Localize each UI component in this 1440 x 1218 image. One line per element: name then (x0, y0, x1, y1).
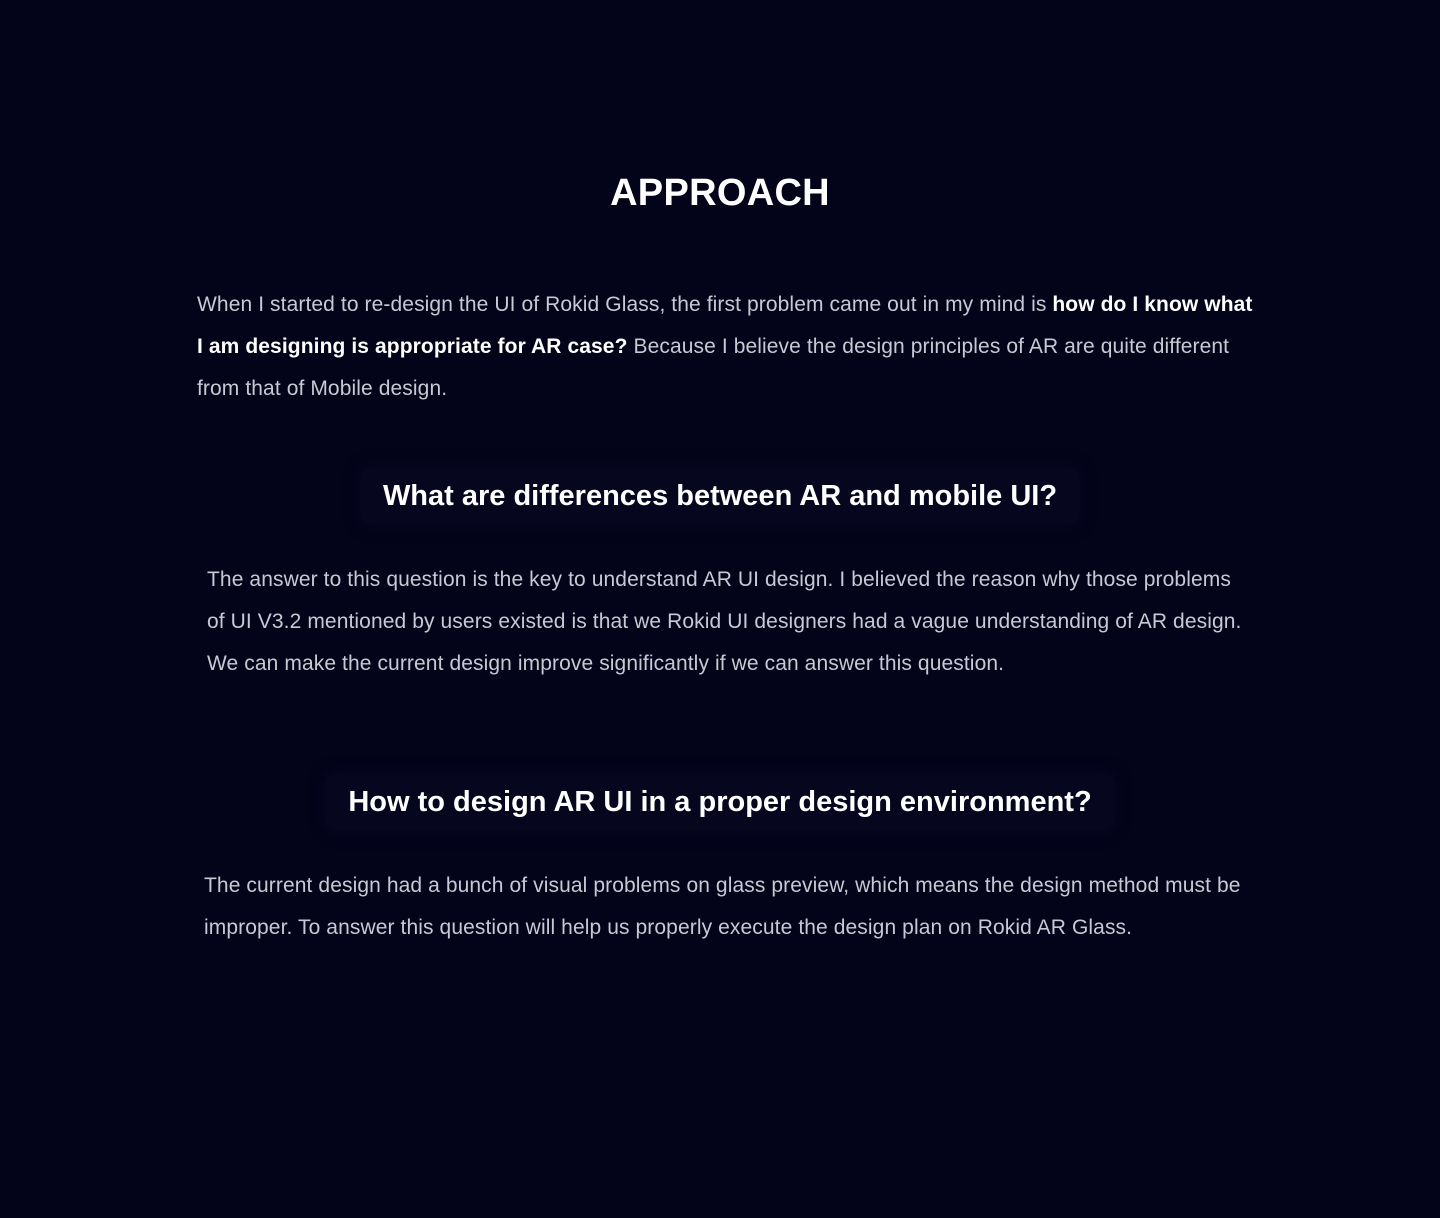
intro-paragraph (197, 284, 1257, 410)
question-heading-2-text: How to design AR UI in a proper design environment? (326, 774, 1113, 830)
question-heading-2 (0, 774, 1440, 830)
question-heading-1-text: What are differences between AR and mobile UI? (361, 468, 1079, 524)
intro-text-part2: Because I believe the design principles of AR are quite different from that of Mobile design. (197, 335, 1230, 400)
question-heading-1 (0, 468, 1440, 524)
section-title: APPROACH (610, 172, 830, 214)
question-body-2: The current design had a bunch of visual problems on glass preview, which means the design method must be improper. To answer this question will help us properly execute the design plan on Rokid AR Glass. (204, 874, 1241, 939)
intro-text-part1: When I started to re-design the UI of Rokid Glass, the first problem came out in my mind is (197, 293, 1053, 316)
question-body-1: The answer to this question is the key to understand AR UI design. I believed the reason why those problems of UI V3.2 mentioned by users existed is that we Rokid UI designers had a vague understanding of AR design. We can make the current design improve significantly if we can answer this question. (207, 568, 1242, 675)
intro-key-question: how do I know what I am designing is appropriate for AR case? (197, 293, 1253, 358)
